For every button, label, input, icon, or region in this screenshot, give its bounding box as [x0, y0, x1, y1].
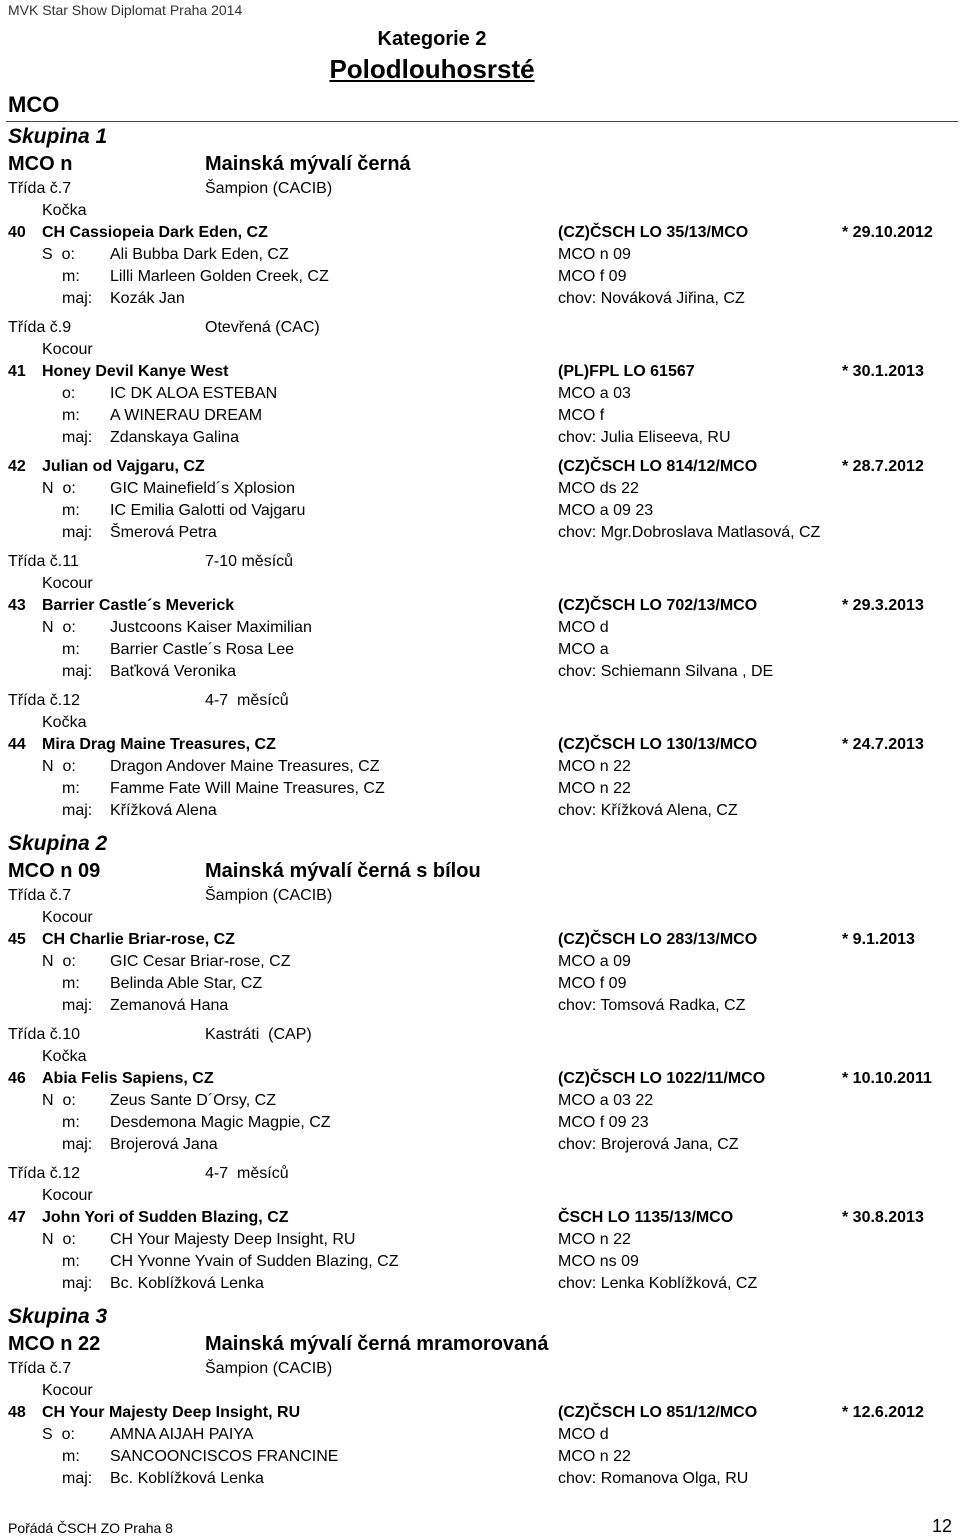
sire-ems: MCO a 09	[558, 953, 631, 970]
registration: (CZ)ČSCH LO 814/12/MCO	[558, 458, 758, 475]
owner-label: maj:	[62, 290, 93, 307]
breeder: chov: Romanova Olga, RU	[558, 1470, 749, 1487]
sex-row	[0, 339, 960, 361]
catalog-entry	[0, 1068, 960, 1156]
dam-ems: MCO ns 09	[558, 1253, 639, 1270]
catalog-entry	[0, 1207, 960, 1295]
sire-prefix: N o:	[42, 1231, 76, 1248]
sex-row	[0, 1380, 960, 1402]
class-row	[0, 551, 960, 573]
footer-organizer: Pořádá ČSCH ZO Praha 8	[8, 1520, 173, 1536]
owner-name: Zemanová Hana	[110, 997, 229, 1014]
entry-title-line	[0, 1402, 960, 1424]
dam-label: m:	[62, 1448, 80, 1465]
registration: (CZ)ČSCH LO 130/13/MCO	[558, 736, 758, 753]
birth-date: * 10.10.2011	[842, 1070, 932, 1087]
breeder: chov: Mgr.Dobroslava Matlasová, CZ	[558, 524, 821, 541]
dam-line	[0, 1251, 960, 1273]
ems-code: MCO n	[8, 153, 73, 175]
sire-line	[0, 383, 960, 405]
class-row	[0, 1024, 960, 1046]
color-row	[0, 1331, 960, 1358]
dam-label: m:	[62, 502, 80, 519]
owner-line	[0, 995, 960, 1017]
sire-prefix: N o:	[42, 758, 76, 775]
sire-ems: MCO n 09	[558, 246, 631, 263]
sex-row	[0, 200, 960, 222]
catalog-entry	[0, 222, 960, 310]
breed-title: MCO	[8, 92, 60, 117]
dam-label: m:	[62, 1114, 80, 1131]
dam-label: m:	[62, 641, 80, 658]
sire-name: IC DK ALOA ESTEBAN	[110, 385, 278, 402]
sex-row	[0, 712, 960, 734]
dam-name: CH Yvonne Yvain of Sudden Blazing, CZ	[110, 1253, 399, 1270]
sire-name: Justcoons Kaiser Maximilian	[110, 619, 312, 636]
sire-ems: MCO a 03 22	[558, 1092, 654, 1109]
owner-name: Brojerová Jana	[110, 1136, 218, 1153]
sire-name: CH Your Majesty Deep Insight, RU	[110, 1231, 356, 1248]
entry-title-line	[0, 734, 960, 756]
registration: (CZ)ČSCH LO 702/13/MCO	[558, 597, 758, 614]
dam-name: Lilli Marleen Golden Creek, CZ	[110, 268, 329, 285]
birth-date: * 24.7.2013	[842, 736, 924, 753]
sex-row	[0, 1046, 960, 1068]
class-number: Třída č.10	[8, 1026, 81, 1043]
class-row	[0, 1358, 960, 1380]
dam-ems: MCO n 22	[558, 780, 631, 797]
entry-number: 42	[8, 458, 26, 475]
class-row	[0, 178, 960, 200]
sire-ems: MCO d	[558, 619, 609, 636]
owner-name: Kozák Jan	[110, 290, 185, 307]
class-number: Třída č.12	[8, 1165, 81, 1182]
sire-line	[0, 1229, 960, 1251]
breeder: chov: Tomsová Radka, CZ	[558, 997, 746, 1014]
owner-name: Křížková Alena	[110, 802, 217, 819]
owner-name: Bc. Koblížková Lenka	[110, 1470, 264, 1487]
cat-name: Mira Drag Maine Treasures, CZ	[42, 736, 276, 753]
catalog-entry	[0, 929, 960, 1017]
sire-prefix: S o:	[42, 246, 75, 263]
entry-number: 45	[8, 931, 26, 948]
sire-line	[0, 756, 960, 778]
sire-line	[0, 951, 960, 973]
dam-ems: MCO f 09 23	[558, 1114, 649, 1131]
entry-number: 41	[8, 363, 26, 380]
class-name: 7-10 měsíců	[205, 553, 294, 570]
sex-label: Kocour	[42, 341, 93, 358]
class-name: 4-7 měsíců	[205, 1165, 289, 1182]
dam-ems: MCO a 09 23	[558, 502, 654, 519]
sire-ems: MCO a 03	[558, 385, 631, 402]
group-heading: Skupina 3	[8, 1305, 108, 1328]
entry-number: 40	[8, 224, 26, 241]
sire-name: GIC Cesar Briar-rose, CZ	[110, 953, 291, 970]
group-heading: Skupina 2	[8, 832, 108, 855]
class-number: Třída č.7	[8, 180, 72, 197]
page-number: 12	[931, 1516, 952, 1536]
dam-line	[0, 1446, 960, 1468]
catalog-content	[0, 122, 960, 1497]
registration: (PL)FPL LO 61567	[558, 363, 695, 380]
owner-label: maj:	[62, 429, 93, 446]
dam-line	[0, 1112, 960, 1134]
catalog-entry	[0, 1402, 960, 1490]
dam-line	[0, 266, 960, 288]
sex-row	[0, 573, 960, 595]
class-name: Otevřená (CAC)	[205, 319, 320, 336]
dam-line	[0, 973, 960, 995]
entry-number: 46	[8, 1070, 26, 1087]
cat-name: John Yori of Sudden Blazing, CZ	[42, 1209, 289, 1226]
sire-prefix: N o:	[42, 1092, 76, 1109]
category-name: Polodlouhosrsté	[329, 54, 535, 84]
dam-line	[0, 500, 960, 522]
sire-ems: MCO n 22	[558, 758, 631, 775]
sire-name: Dragon Andover Maine Treasures, CZ	[110, 758, 380, 775]
sire-prefix: o:	[62, 385, 76, 402]
dam-line	[0, 639, 960, 661]
entry-title-line	[0, 456, 960, 478]
sire-name: Ali Bubba Dark Eden, CZ	[110, 246, 289, 263]
birth-date: * 29.10.2012	[842, 224, 933, 241]
birth-date: * 30.8.2013	[842, 1209, 924, 1226]
owner-label: maj:	[62, 1136, 93, 1153]
birth-date: * 9.1.2013	[842, 931, 915, 948]
class-row	[0, 690, 960, 712]
dam-name: SANCOONCISCOS FRANCINE	[110, 1448, 339, 1465]
dam-line	[0, 778, 960, 800]
sire-ems: MCO n 22	[558, 1231, 631, 1248]
entry-title-line	[0, 929, 960, 951]
class-name: Šampion (CACIB)	[205, 887, 333, 904]
owner-name: Baťková Veronika	[110, 663, 237, 680]
dam-label: m:	[62, 975, 80, 992]
category-title: Kategorie 2	[377, 28, 487, 50]
catalog-entry	[0, 734, 960, 822]
cat-name: CH Your Majesty Deep Insight, RU	[42, 1404, 301, 1421]
entry-title-line	[0, 1207, 960, 1229]
sex-label: Kocour	[42, 575, 93, 592]
sex-label: Kočka	[42, 202, 87, 219]
sire-line	[0, 244, 960, 266]
color-row	[0, 151, 960, 178]
class-number: Třída č.9	[8, 319, 72, 336]
class-name: Šampion (CACIB)	[205, 1360, 333, 1377]
cat-name: Abia Felis Sapiens, CZ	[42, 1070, 214, 1087]
registration: (CZ)ČSCH LO 283/13/MCO	[558, 931, 758, 948]
catalog-entry	[0, 361, 960, 449]
dam-label: m:	[62, 1253, 80, 1270]
cat-name: Honey Devil Kanye West	[42, 363, 229, 380]
class-number: Třída č.11	[8, 553, 79, 570]
birth-date: * 28.7.2012	[842, 458, 924, 475]
catalog-entry	[0, 456, 960, 544]
sire-ems: MCO ds 22	[558, 480, 639, 497]
sire-line	[0, 1090, 960, 1112]
dam-label: m:	[62, 407, 80, 424]
sex-label: Kočka	[42, 1048, 87, 1065]
class-number: Třída č.7	[8, 1360, 72, 1377]
show-name: MVK Star Show Diplomat Praha 2014	[8, 2, 243, 18]
dam-label: m:	[62, 268, 80, 285]
sire-ems: MCO d	[558, 1426, 609, 1443]
sex-row	[0, 907, 960, 929]
sex-row	[0, 1185, 960, 1207]
breeder: chov: Schiemann Silvana , DE	[558, 663, 774, 680]
sire-line	[0, 478, 960, 500]
registration: ČSCH LO 1135/13/MCO	[558, 1209, 734, 1226]
birth-date: * 12.6.2012	[842, 1404, 924, 1421]
class-name: Šampion (CACIB)	[205, 180, 333, 197]
owner-line	[0, 522, 960, 544]
class-number: Třída č.7	[8, 887, 72, 904]
dam-name: Belinda Able Star, CZ	[110, 975, 263, 992]
breeder: chov: Brojerová Jana, CZ	[558, 1136, 739, 1153]
owner-label: maj:	[62, 802, 93, 819]
registration: (CZ)ČSCH LO 851/12/MCO	[558, 1404, 758, 1421]
owner-line	[0, 427, 960, 449]
dam-line	[0, 405, 960, 427]
birth-date: * 29.3.2013	[842, 597, 924, 614]
class-name: Kastráti (CAP)	[205, 1026, 312, 1043]
color-row	[0, 858, 960, 885]
sex-label: Kocour	[42, 1382, 93, 1399]
ems-code: MCO n 09	[8, 860, 101, 882]
dam-ems: MCO f 09	[558, 975, 627, 992]
owner-line	[0, 800, 960, 822]
sex-label: Kocour	[42, 1187, 93, 1204]
sire-prefix: N o:	[42, 953, 76, 970]
entry-number: 47	[8, 1209, 26, 1226]
owner-name: Šmerová Petra	[110, 524, 217, 541]
breeder: chov: Křížková Alena, CZ	[558, 802, 738, 819]
registration: (CZ)ČSCH LO 35/13/MCO	[558, 224, 749, 241]
dam-ems: MCO n 22	[558, 1448, 631, 1465]
color-name: Mainská mývalí černá mramorovaná	[205, 1333, 549, 1355]
owner-line	[0, 661, 960, 683]
entry-number: 43	[8, 597, 26, 614]
dam-name: Desdemona Magic Magpie, CZ	[110, 1114, 331, 1131]
entry-title-line	[0, 222, 960, 244]
entry-title-line	[0, 361, 960, 383]
sire-line	[0, 617, 960, 639]
entry-number: 48	[8, 1404, 26, 1421]
owner-label: maj:	[62, 663, 93, 680]
cat-name: CH Cassiopeia Dark Eden, CZ	[42, 224, 268, 241]
dam-ems: MCO f	[558, 407, 605, 424]
breeder: chov: Nováková Jiřina, CZ	[558, 290, 745, 307]
sire-prefix: N o:	[42, 480, 76, 497]
dam-ems: MCO a	[558, 641, 609, 658]
entry-title-line	[0, 1068, 960, 1090]
class-row	[0, 317, 960, 339]
sire-name: GIC Mainefield´s Xplosion	[110, 480, 295, 497]
class-name: 4-7 měsíců	[205, 692, 289, 709]
sex-label: Kocour	[42, 909, 93, 926]
owner-line	[0, 1468, 960, 1490]
sire-name: Zeus Sante D´Orsy, CZ	[110, 1092, 276, 1109]
catalog-entry	[0, 595, 960, 683]
ems-code: MCO n 22	[8, 1333, 101, 1355]
dam-name: A WINERAU DREAM	[110, 407, 263, 424]
owner-label: maj:	[62, 1275, 93, 1292]
birth-date: * 30.1.2013	[842, 363, 924, 380]
sire-prefix: N o:	[42, 619, 76, 636]
breeder: chov: Lenka Koblížková, CZ	[558, 1275, 758, 1292]
sire-prefix: S o:	[42, 1426, 75, 1443]
group-heading: Skupina 1	[8, 125, 108, 148]
sire-name: AMNA AIJAH PAIYA	[110, 1426, 254, 1443]
owner-name: Zdanskaya Galina	[110, 429, 239, 446]
entry-title-line	[0, 595, 960, 617]
entry-number: 44	[8, 736, 26, 753]
dam-label: m:	[62, 780, 80, 797]
color-name: Mainská mývalí černá s bílou	[205, 860, 481, 882]
owner-label: maj:	[62, 524, 93, 541]
owner-line	[0, 1134, 960, 1156]
sex-label: Kočka	[42, 714, 87, 731]
cat-name: CH Charlie Briar-rose, CZ	[42, 931, 235, 948]
dam-name: Barrier Castle´s Rosa Lee	[110, 641, 295, 658]
class-row	[0, 1163, 960, 1185]
owner-name: Bc. Koblížková Lenka	[110, 1275, 264, 1292]
dam-ems: MCO f 09	[558, 268, 627, 285]
color-name: Mainská mývalí černá	[205, 153, 411, 175]
owner-label: maj:	[62, 997, 93, 1014]
cat-name: Julian od Vajgaru, CZ	[42, 458, 205, 475]
dam-name: IC Emilia Galotti od Vajgaru	[110, 502, 306, 519]
class-number: Třída č.12	[8, 692, 81, 709]
owner-line	[0, 288, 960, 310]
breeder: chov: Julia Eliseeva, RU	[558, 429, 731, 446]
registration: (CZ)ČSCH LO 1022/11/MCO	[558, 1070, 766, 1087]
owner-label: maj:	[62, 1470, 93, 1487]
class-row	[0, 885, 960, 907]
cat-name: Barrier Castle´s Meverick	[42, 597, 235, 614]
sire-line	[0, 1424, 960, 1446]
dam-name: Famme Fate Will Maine Treasures, CZ	[110, 780, 385, 797]
owner-line	[0, 1273, 960, 1295]
